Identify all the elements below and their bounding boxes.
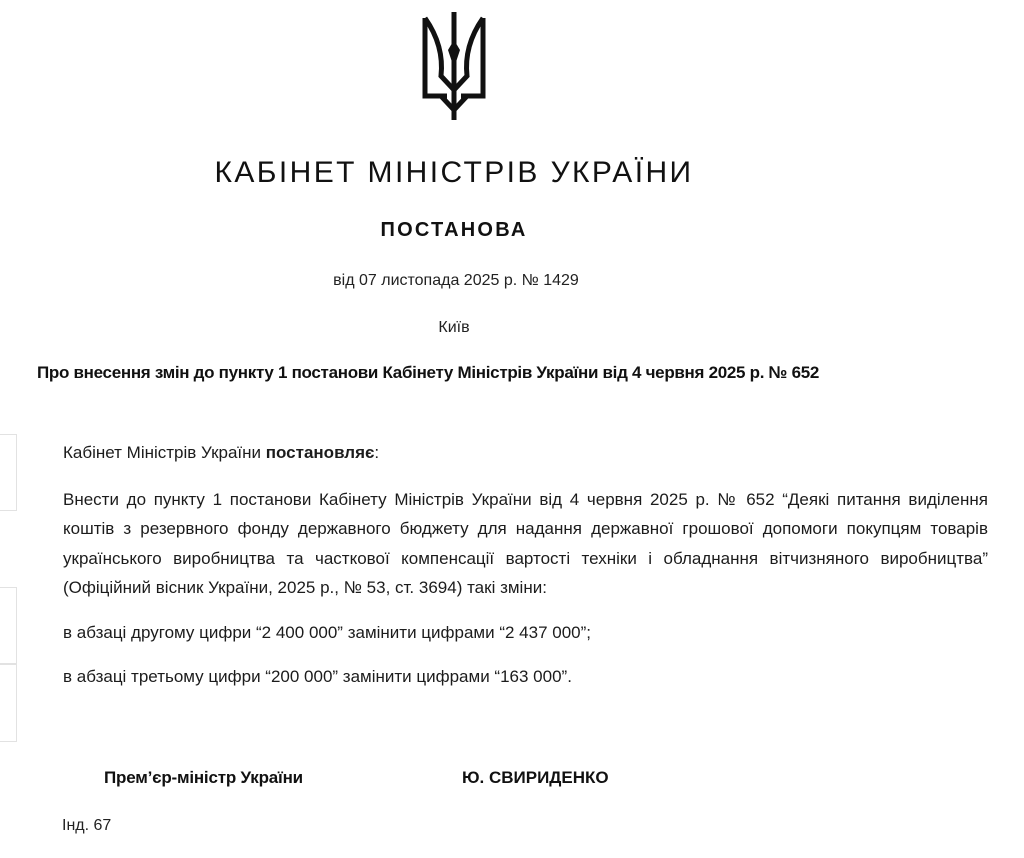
main-paragraph: Внести до пункту 1 постанови Кабінету Міністрів України від 4 червня 2025 р. № 652 “Деякі питання виділення коштів з резервного фонду державного бюджету для надання державної грошової допомоги покупцям товарів українського виробництва та часткової компенсації вартості техніки і обладнання вітчизняного виробництва” (Офіційний вісник України, 2025 р., № 53, ст. 3694) такі зміни: — [63, 489, 988, 597]
organization-title: КАБІНЕТ МІНІСТРІВ УКРАЇНИ — [214, 156, 694, 189]
change-paragraph-1: в абзаці другому цифри “2 400 000” замінити цифрами “2 437 000”; — [63, 622, 592, 642]
side-rule — [0, 664, 17, 742]
document-date-number: від 07 листопада 2025 р. № 1429 — [333, 272, 579, 289]
change-paragraph-2: в абзаці третьому цифри “200 000” замінити цифрами “163 000”. — [63, 667, 572, 686]
document-index: Інд. 67 — [62, 817, 112, 834]
trident-emblem-icon — [419, 10, 489, 122]
document-body — [63, 438, 988, 707]
signatory-role: Прем’єр-міністр України — [104, 768, 303, 787]
side-rule — [0, 434, 17, 511]
side-rule — [0, 587, 17, 664]
signatory-name: Ю. СВИРИДЕНКО — [462, 768, 609, 787]
intro-paragraph: Кабінет Міністрів України постановляє: — [63, 443, 380, 462]
document-city: Київ — [438, 319, 470, 336]
intro-decree-word: постановляє — [265, 443, 375, 462]
document-subject: Про внесення змін до пункту 1 постанови Кабінету Міністрів України від 4 червня 2025 р. № 652 — [37, 363, 820, 382]
document-type: ПОСТАНОВА — [380, 219, 528, 241]
